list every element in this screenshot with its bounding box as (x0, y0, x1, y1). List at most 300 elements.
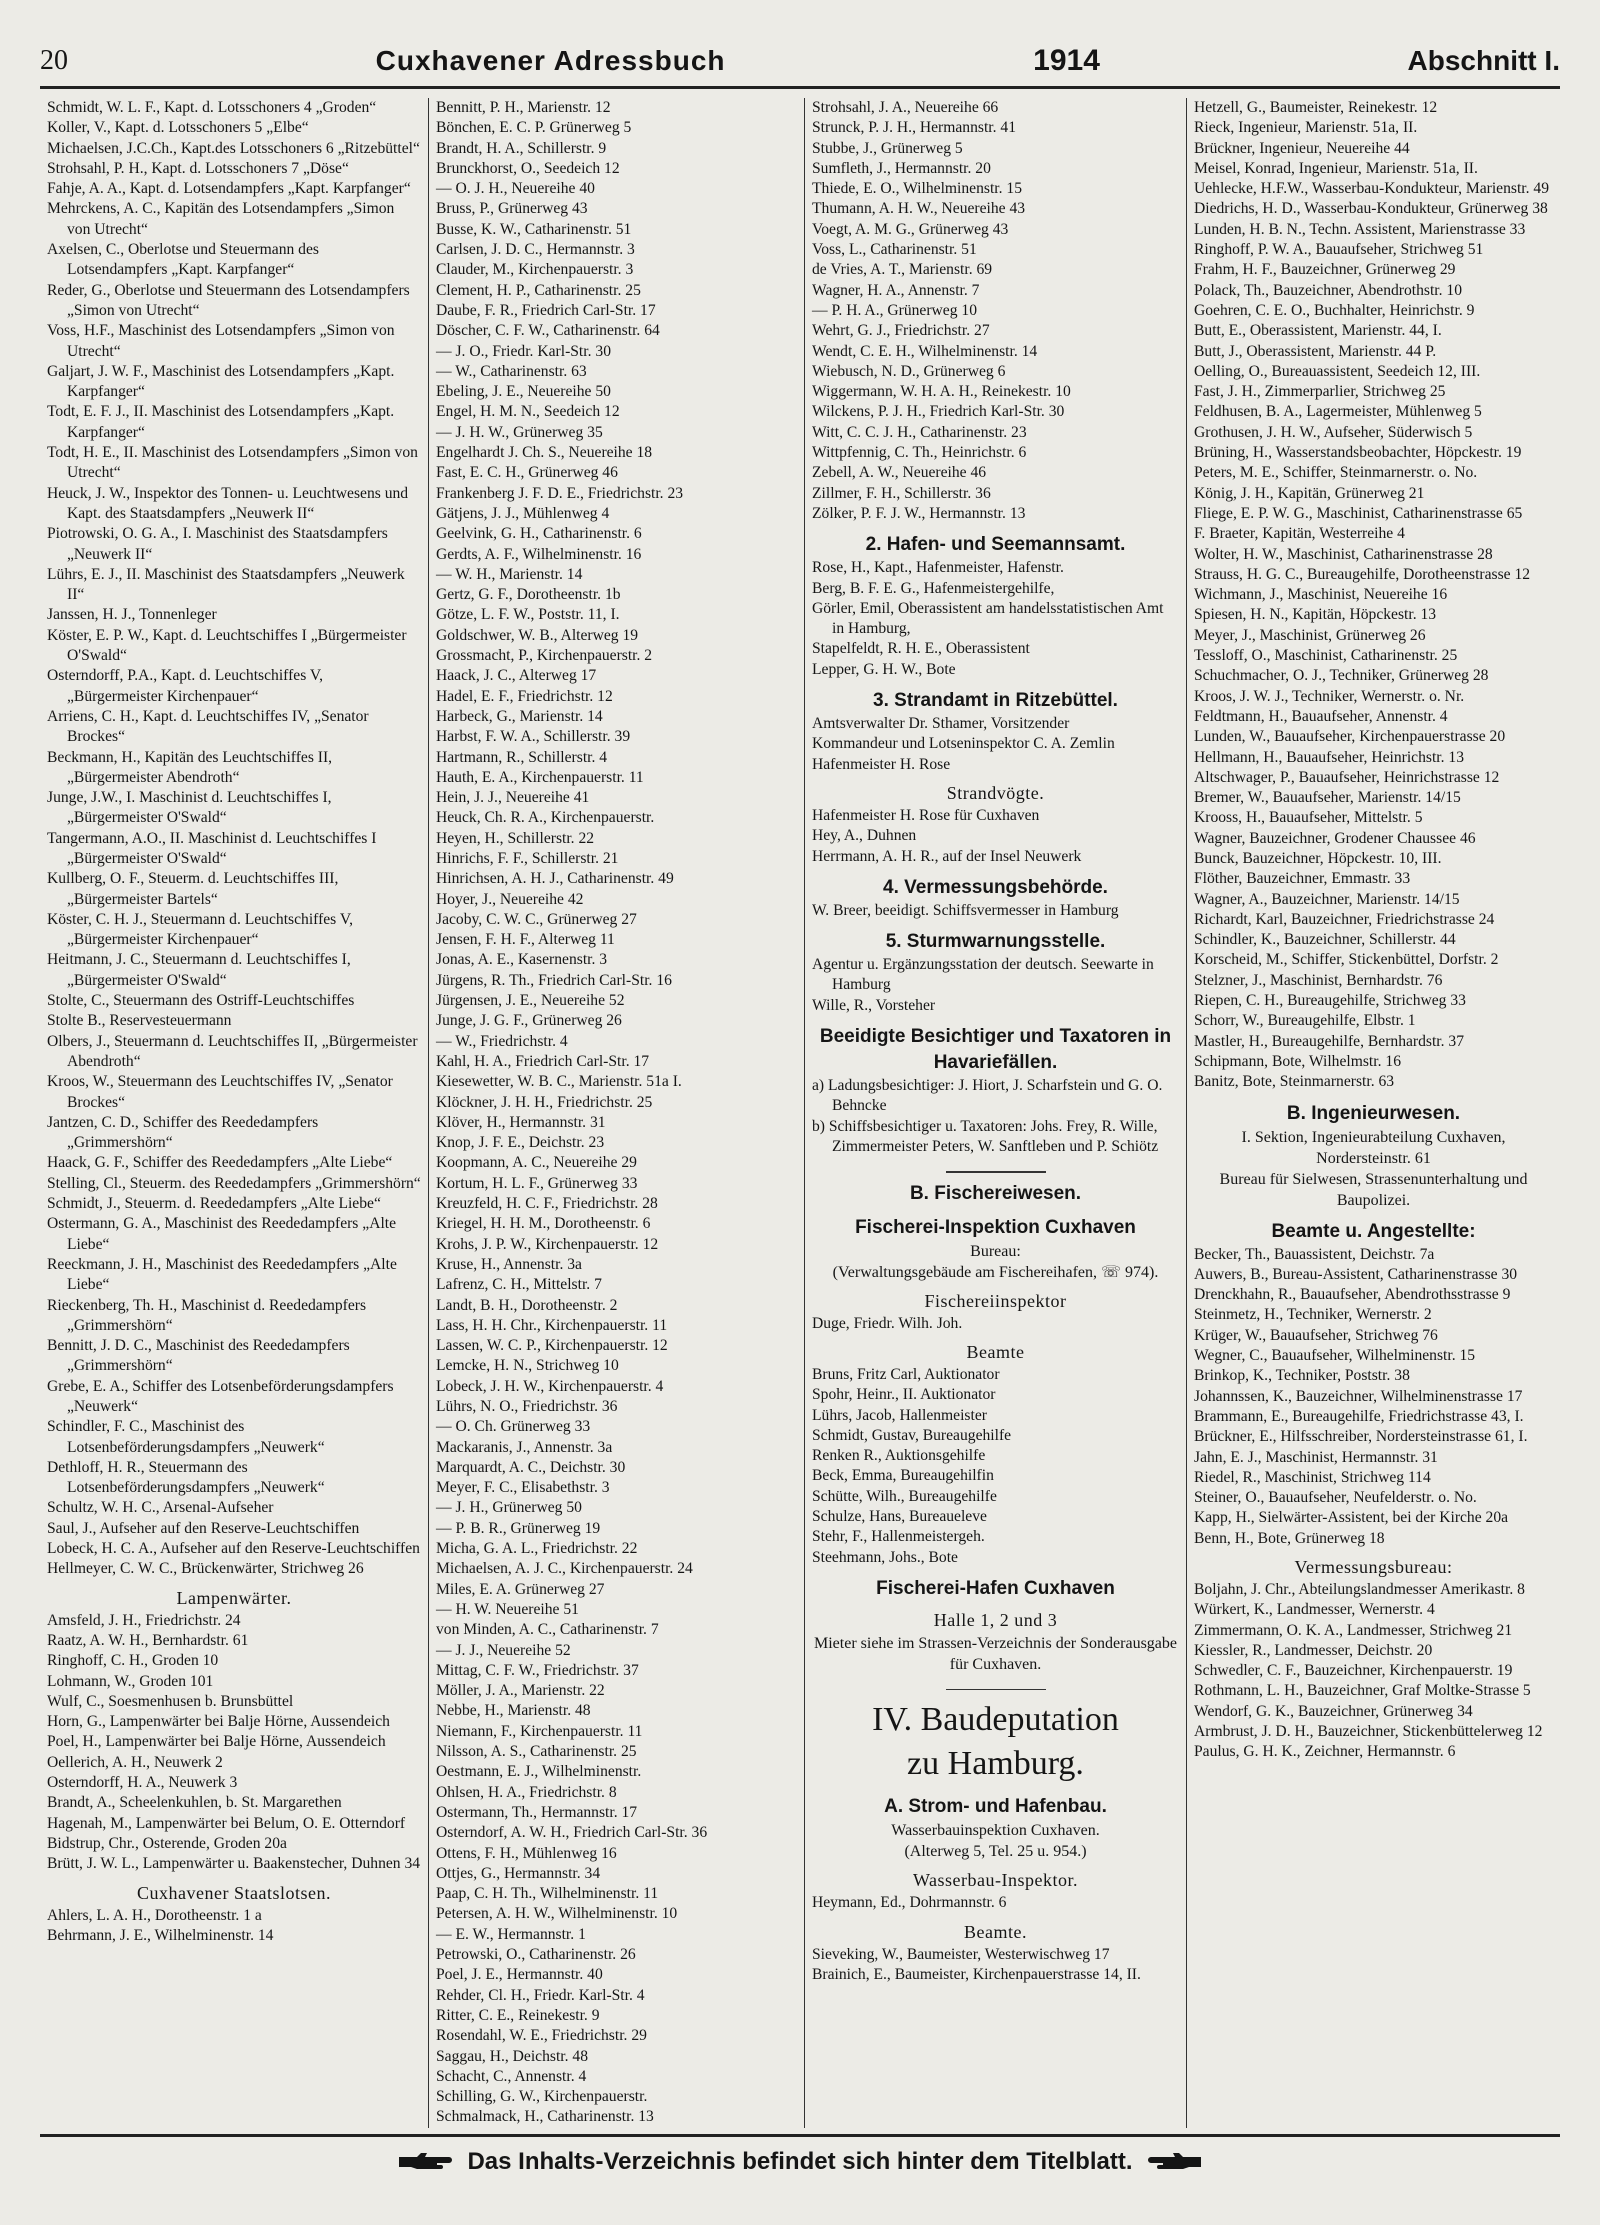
directory-entry: Ohlsen, H. A., Friedrichstr. 8 (436, 1783, 617, 1801)
directory-entry: Brammann, E., Bureaugehilfe, Friedrichstrasse 43, I. (1194, 1407, 1524, 1425)
directory-entry: Gätjens, J. J., Mühlenweg 4 (436, 504, 610, 522)
directory-entry: F. Braeter, Kapitän, Westerreihe 4 (1194, 525, 1405, 543)
subsection-heading: Halle 1, 2 und 3 (933, 1609, 1058, 1630)
directory-entry: Micha, G. A. L., Friedrichstr. 22 (436, 1540, 638, 1558)
columns (40, 98, 1560, 2128)
directory-entry: Voss, H.F., Maschinist des Lotsendampfers „Simon von Utrecht“ (47, 322, 395, 360)
directory-entry: Grebe, E. A., Schiffer des Lotsenbeförderungsdampfers „Neuwerk“ (47, 1377, 394, 1415)
directory-entry: — E. W., Hermannstr. 1 (436, 1925, 586, 1943)
directory-entry: Wagner, Bauzeichner, Grodener Chaussee 46 (1194, 829, 1476, 847)
section-heading: 4. Vermessungsbehörde. (883, 876, 1108, 898)
directory-entry: Zimmermann, O. K. A., Landmesser, Strichweg 21 (1194, 1621, 1513, 1639)
directory-entry: Lunden, W., Bauaufseher, Kirchenpauerstrasse 20 (1194, 728, 1506, 746)
directory-entry: Jantzen, C. D., Schiffer des Reededampfers „Grimmershörn“ (47, 1113, 319, 1152)
directory-entry: Schulze, Hans, Bureaueleve (812, 1508, 987, 1526)
section-heading: Fischerei-Inspektion Cuxhaven (855, 1216, 1136, 1238)
directory-entry: Lührs, Jacob, Hallenmeister (812, 1406, 987, 1424)
directory-entry: — J. O., Friedr. Karl-Str. 30 (436, 342, 611, 360)
book-year: 1914 (1033, 44, 1100, 77)
directory-entry: Koopmann, A. C., Neuereihe 29 (436, 1154, 637, 1172)
directory-entry: Jürgens, R. Th., Friedrich Carl-Str. 16 (436, 971, 672, 989)
directory-entry: Görler, Emil, Oberassistent am handelsstatistischen Amt in Hamburg, (812, 599, 1164, 638)
directory-entry: Mackaranis, J., Annenstr. 3a (436, 1438, 613, 1456)
directory-entry: Haack, J. C., Alterweg 17 (436, 667, 597, 685)
directory-entry: Krohs, J. P. W., Kirchenpauerstr. 12 (436, 1235, 659, 1253)
directory-entry: Lassen, W. C. P., Kirchenpauerstr. 12 (436, 1337, 668, 1355)
directory-entry: Renken R., Auktionsgehilfe (812, 1447, 986, 1465)
section-heading: B. Fischereiwesen. (909, 1182, 1082, 1204)
department-title: IV. Baudeputation (872, 1701, 1119, 1739)
directory-entry: Ostermann, G. A., Maschinist des Reededampfers „Alte Liebe“ (47, 1215, 397, 1253)
column-2 (428, 98, 804, 2128)
directory-entry: Schindler, F. C., Maschinist des Lotsenbeförderungsdampfers „Neuwerk“ (47, 1418, 325, 1456)
directory-entry: Paap, C. H. Th., Wilhelminenstr. 11 (436, 1885, 659, 1903)
directory-entry: Reeckmann, J. H., Maschinist des Reededampfers „Alte Liebe“ (47, 1255, 397, 1294)
section-heading: 3. Strandamt in Ritzebüttel. (873, 690, 1118, 712)
directory-entry: Todt, H. E., II. Maschinist des Lotsendampfers „Simon von Utrecht“ (47, 444, 418, 482)
directory-entry: Brainich, E., Baumeister, Kirchenpauerstrasse 14, II. (812, 1966, 1141, 1984)
directory-entry: Osterndorff, P.A., Kapt. d. Leuchtschiffes V, „Bürgermeister Kirchenpauer“ (47, 667, 324, 705)
directory-entry: Galjart, J. W. F., Maschinist des Lotsendampfers „Kapt. Karpfanger“ (47, 362, 395, 401)
directory-entry: Strunck, P. J. H., Hermannstr. 41 (812, 119, 1017, 137)
directory-entry: Spohr, Heinr., II. Auktionator (812, 1386, 996, 1404)
directory-entry: de Vries, A. T., Marienstr. 69 (812, 261, 993, 279)
directory-entry: Heymann, Ed., Dohrmannstr. 6 (812, 1894, 1007, 1912)
directory-entry: Meisel, Konrad, Ingenieur, Marienstr. 51a, II. (1194, 159, 1478, 177)
directory-entry: Brütt, J. W. L., Lampenwärter u. Baakenstecher, Duhnen 34 (47, 1855, 421, 1873)
directory-entry: Behrmann, J. E., Wilhelminenstr. 14 (47, 1926, 274, 1944)
directory-entry: Drenckhahn, R., Bauaufseher, Abendrothsstrasse 9 (1194, 1286, 1511, 1304)
directory-entry: W. Breer, beeidigt. Schiffsvermesser in Hamburg (812, 901, 1119, 919)
directory-entry: Mehrckens, A. C., Kapitän des Lotsendampfers „Simon von Utrecht“ (47, 200, 395, 238)
directory-entry: Michaelsen, A. J. C., Kirchenpauerstr. 24 (436, 1560, 693, 1578)
directory-entry: Krooss, H., Bauaufseher, Mittelstr. 5 (1194, 809, 1423, 827)
section-note: I. Sektion, Ingenieurabteilung Cuxhaven, Nordersteinstr. 61 (1241, 1128, 1506, 1167)
directory-entry: Mastler, H., Bureaugehilfe, Bernhardstr. 37 (1194, 1032, 1465, 1050)
directory-entry: Stelzner, J., Maschinist, Bernhardstr. 76 (1194, 971, 1443, 989)
section-heading: A. Strom- und Hafenbau. (884, 1796, 1107, 1818)
directory-entry: Sumfleth, J., Hermannstr. 20 (812, 159, 991, 177)
directory-entry: Köster, C. H. J., Steuermann d. Leuchtschiffes V, „Bürgermeister Kirchenpauer“ (47, 910, 354, 949)
directory-entry: Schmidt, W. L. F., Kapt. d. Lotsschoners 4 „Groden“ (47, 99, 377, 116)
directory-entry: Kreuzfeld, H. C. F., Friedrichstr. 28 (436, 1195, 658, 1213)
section-note: Mieter siehe im Strassen-Verzeichnis der Sonderausgabe für Cuxhaven. (814, 1634, 1177, 1673)
directory-entry: Schultz, W. H. C., Arsenal-Aufseher (47, 1499, 274, 1517)
directory-entry: Haack, G. F., Schiffer des Reededampfers „Alte Liebe“ (47, 1154, 393, 1172)
directory-entry: Lass, H. H. Chr., Kirchenpauerstr. 11 (436, 1316, 668, 1334)
page-number: 20 (40, 45, 68, 76)
directory-entry: Arriens, C. H., Kapt. d. Leuchtschiffes IV, „Senator Brockes“ (47, 707, 369, 746)
directory-entry: Wehrt, G. J., Friedrichstr. 27 (812, 322, 990, 340)
directory-entry: Sieveking, W., Baumeister, Westerwischweg 17 (812, 1945, 1110, 1963)
directory-entry: Schuchmacher, O. J., Techniker, Grünerweg 28 (1194, 667, 1489, 685)
directory-page (40, 36, 1560, 2196)
directory-entry: Stapelfeldt, R. H. E., Oberassistent (812, 640, 1030, 658)
directory-entry: Brüning, H., Wasserstandsbeobachter, Höpckestr. 19 (1194, 444, 1522, 462)
directory-entry: Diedrichs, H. D., Wasserbau-Kondukteur, Grünerweg 38 (1194, 200, 1548, 218)
directory-entry: Amsfeld, J. H., Friedrichstr. 24 (47, 1611, 241, 1629)
directory-entry: Kriegel, H. H. M., Dorotheenstr. 6 (436, 1215, 651, 1233)
directory-entry: Zebell, A. W., Neuereihe 46 (812, 464, 987, 482)
directory-entry: Clauder, M., Kirchenpauerstr. 3 (436, 261, 634, 279)
directory-entry: Wolter, H. W., Maschinist, Catharinenstrasse 28 (1194, 545, 1493, 563)
directory-entry: Benn, H., Bote, Grünerweg 18 (1194, 1529, 1385, 1547)
directory-entry: Meyer, F. C., Elisabethstr. 3 (436, 1479, 610, 1497)
directory-entry: Krüger, W., Bauaufseher, Strichweg 76 (1194, 1326, 1438, 1344)
directory-entry: Knop, J. F. E., Deichstr. 23 (436, 1134, 605, 1152)
directory-entry: Hagenah, M., Lampenwärter bei Belum, O. E. Otterndorf (47, 1814, 406, 1832)
directory-entry: Harbeck, G., Marienstr. 14 (436, 707, 603, 725)
section-heading: B. Ingenieurwesen. (1286, 1102, 1461, 1124)
directory-entry: Amtsverwalter Dr. Sthamer, Vorsitzender (812, 715, 1070, 733)
directory-entry: Peters, M. E., Schiffer, Steinmarnerstr. o. No. (1194, 464, 1478, 482)
directory-entry: Fliege, E. P. W. G., Maschinist, Catharinenstrasse 65 (1194, 504, 1523, 522)
directory-entry: Ringhoff, P. W. A., Bauaufseher, Strichweg 51 (1194, 241, 1484, 259)
directory-entry: Lunden, H. B. N., Techn. Assistent, Marienstrasse 33 (1194, 220, 1526, 238)
directory-entry: Kullberg, O. F., Steuerm. d. Leuchtschiffes III, „Bürgermeister Bartels“ (47, 870, 339, 908)
divider (946, 1689, 1046, 1691)
divider (946, 1171, 1046, 1173)
directory-entry: Thumann, A. H. W., Neuereihe 43 (812, 200, 1026, 218)
directory-entry: Boljahn, J. Chr., Abteilungslandmesser Amerikastr. 8 (1194, 1581, 1525, 1598)
directory-entry: Schmidt, Gustav, Bureaugehilfe (812, 1426, 1012, 1444)
directory-entry: Auwers, B., Bureau-Assistent, Catharinenstrasse 30 (1194, 1265, 1518, 1283)
directory-entry: Stubbe, J., Grünerweg 5 (812, 139, 963, 157)
directory-entry: Ostermann, Th., Hermannstr. 17 (436, 1803, 638, 1821)
directory-entry: — P. B. R., Grünerweg 19 (436, 1519, 601, 1537)
directory-entry: Ringhoff, C. H., Groden 10 (47, 1652, 219, 1670)
directory-entry: Marquardt, A. C., Deichstr. 30 (436, 1458, 626, 1476)
directory-entry: Jürgensen, J. E., Neuereihe 52 (436, 992, 625, 1010)
directory-entry: Strohsahl, P. H., Kapt. d. Lotsschoners 7 „Döse“ (47, 159, 349, 177)
directory-entry: Carlsen, J. D. C., Hermannstr. 3 (436, 241, 635, 259)
directory-entry: Steehmann, Johs., Bote (812, 1548, 958, 1566)
directory-entry: Grossmacht, P., Kirchenpauerstr. 2 (436, 647, 653, 665)
directory-entry: Lührs, N. O., Friedrichstr. 36 (436, 1398, 618, 1415)
directory-entry: Brinkop, K., Techniker, Poststr. 38 (1194, 1367, 1410, 1385)
directory-entry: Hellmann, H., Bauaufseher, Heinrichstr. 13 (1194, 748, 1465, 766)
directory-entry: Kahl, H. A., Friedrich Carl-Str. 17 (436, 1052, 650, 1070)
directory-entry: Junge, J.W., I. Maschinist d. Leuchtschiffes I, „Bürgermeister O'Swald“ (47, 789, 332, 827)
directory-entry: Poel, J. E., Hermannstr. 40 (436, 1966, 603, 1984)
directory-entry: Rosendahl, W. E., Friedrichstr. 29 (436, 2027, 647, 2045)
directory-entry: Bruss, P., Grünerweg 43 (436, 200, 588, 218)
directory-entry: Beck, Emma, Bureaugehilfin (812, 1467, 994, 1485)
directory-entry: Jensen, F. H. F., Alterweg 11 (436, 931, 615, 949)
footer-note: Das Inhalts-Verzeichnis befindet sich hinter dem Titelblatt. (467, 2148, 1133, 2175)
directory-entry: Wendorf, G. K., Bauzeichner, Grünerweg 34 (1194, 1702, 1473, 1720)
directory-entry: Rehder, Cl. H., Friedr. Karl-Str. 4 (436, 1986, 645, 2004)
directory-entry: Bennitt, P. H., Marienstr. 12 (436, 99, 611, 116)
directory-entry: Butt, J., Oberassistent, Marienstr. 44 P. (1194, 342, 1437, 360)
directory-entry: Brückner, E., Hilfsschreiber, Nordersteinstrasse 61, I. (1194, 1428, 1528, 1446)
directory-entry: Voss, L., Catharinenstr. 51 (812, 241, 977, 259)
directory-entry: Becker, Th., Bauassistent, Deichstr. 7a (1194, 1245, 1435, 1263)
subsection-heading: Beamte. (964, 1921, 1027, 1942)
section-heading: Fischerei-Hafen Cuxhaven (876, 1577, 1115, 1599)
directory-entry: Harbst, F. W. A., Schillerstr. 39 (436, 728, 631, 746)
directory-entry: Stehr, F., Hallenmeistergeh. (812, 1528, 985, 1546)
directory-entry: — O. J. H., Neuereihe 40 (436, 180, 595, 198)
directory-entry: Herrmann, A. H. R., auf der Insel Neuwerk (812, 847, 1082, 865)
directory-entry: Zillmer, F. H., Schillerstr. 36 (812, 484, 991, 502)
directory-entry: Lohmann, W., Groden 101 (47, 1672, 214, 1690)
directory-entry: Döscher, C. F. W., Catharinenstr. 64 (436, 322, 660, 340)
directory-entry: Feldtmann, H., Bauaufseher, Annenstr. 4 (1194, 707, 1448, 725)
directory-entry: Spiesen, H. N., Kapitän, Höpckestr. 13 (1194, 606, 1437, 624)
directory-entry: Jahn, E. J., Maschinist, Hermannstr. 31 (1194, 1448, 1438, 1466)
directory-entry: Clement, H. P., Catharinenstr. 25 (436, 281, 641, 299)
directory-entry: Kruse, H., Annenstr. 3a (436, 1255, 582, 1273)
directory-entry: — W., Friedrichstr. 4 (436, 1032, 568, 1050)
column-3 (804, 98, 1186, 2128)
directory-entry: Oellerich, A. H., Neuwerk 2 (47, 1753, 223, 1771)
section-note: Bureau: (970, 1242, 1021, 1260)
directory-entry: Busse, K. W., Catharinenstr. 51 (436, 220, 632, 238)
directory-entry: Feldhusen, B. A., Lagermeister, Mühlenweg 5 (1194, 403, 1482, 421)
directory-entry: Steiner, O., Bauaufseher, Neufelderstr. o. No. (1194, 1489, 1477, 1507)
directory-entry: Heuck, Ch. R. A., Kirchenpauerstr. (436, 809, 655, 827)
directory-entry: von Minden, A. C., Catharinenstr. 7 (436, 1621, 659, 1639)
directory-entry: Klöckner, J. H. H., Friedrichstr. 25 (436, 1093, 653, 1111)
directory-entry: Osterndorf, A. W. H., Friedrich Carl-Str. 36 (436, 1824, 708, 1842)
directory-entry: Bruns, Fritz Carl, Auktionator (812, 1365, 1000, 1383)
directory-entry: Wille, R., Vorsteher (812, 996, 936, 1014)
directory-entry: Kiesewetter, W. B. C., Marienstr. 51a I. (436, 1073, 682, 1091)
directory-entry: Ottens, F. H., Mühlenweg 16 (436, 1844, 617, 1862)
subsection-heading: Strandvögte. (946, 782, 1045, 803)
directory-entry: Klöver, H., Hermannstr. 31 (436, 1113, 606, 1131)
directory-entry: Lührs, E. J., II. Maschinist des Staatsdampfers „Neuwerk II“ (47, 565, 405, 604)
directory-entry: Gertz, G. F., Dorotheenstr. 1b (436, 586, 621, 604)
directory-entry: Wittpfennig, C. Th., Heinrichstr. 6 (812, 444, 1027, 462)
directory-entry: Richardt, Karl, Bauzeichner, Friedrichstrasse 24 (1194, 910, 1495, 928)
directory-entry: Schütte, Wilh., Bureaugehilfe (812, 1487, 997, 1505)
directory-entry: Hafenmeister H. Rose (812, 755, 951, 773)
directory-entry: Altschwager, P., Bauaufseher, Heinrichstrasse 12 (1194, 768, 1500, 786)
directory-entry: Landt, B. H., Dorotheenstr. 2 (436, 1296, 618, 1314)
directory-entry: Dethloff, H. R., Steuermann des Lotsenbeförderungsdampfers „Neuwerk“ (47, 1458, 325, 1497)
directory-entry: Polack, Th., Bauzeichner, Abendrothstr. 10 (1194, 281, 1463, 299)
directory-entry: Gerdts, A. F., Wilhelminenstr. 16 (436, 545, 642, 563)
directory-entry: Schmalmack, H., Catharinenstr. 13 (436, 2108, 654, 2126)
directory-entry: Heyen, H., Schillerstr. 22 (436, 829, 595, 847)
directory-entry: Hetzell, G., Baumeister, Reinekestr. 12 (1194, 99, 1438, 116)
directory-entry: b) Schiffsbesichtiger u. Taxatoren: Johs. Frey, R. Wille, Zimmermeister Peters, W. Sanftleben und P. Schiötz (812, 1117, 1159, 1155)
directory-entry: Nilsson, A. S., Catharinenstr. 25 (436, 1743, 637, 1761)
directory-entry: Stelling, Cl., Steuerm. des Reededampfers „Grimmershörn“ (47, 1174, 421, 1192)
directory-entry: Lobeck, J. H. W., Kirchenpauerstr. 4 (436, 1377, 664, 1395)
directory-entry: Witt, C. C. J. H., Catharinenstr. 23 (812, 423, 1027, 441)
directory-entry: Engelhardt J. Ch. S., Neuereihe 18 (436, 444, 653, 462)
directory-entry: Tangermann, A.O., II. Maschinist d. Leuchtschiffes I „Bürgermeister O'Swald“ (47, 829, 377, 867)
directory-entry: Tessloff, O., Maschinist, Catharinenstr. 25 (1194, 647, 1458, 665)
directory-entry: Götze, L. F. W., Poststr. 11, I. (436, 606, 620, 624)
directory-entry: Strohsahl, J. A., Neuereihe 66 (812, 99, 999, 116)
section-note: Bureau für Sielwesen, Strassenunterhaltung und Baupolizei. (1219, 1170, 1528, 1209)
directory-entry: Fahje, A. A., Kapt. d. Lotsendampfers „Kapt. Karpfanger“ (47, 180, 411, 198)
column-4 (1186, 98, 1560, 2128)
directory-entry: König, J. H., Kapitän, Grünerweg 21 (1194, 484, 1425, 502)
directory-entry: Bremer, W., Bauaufseher, Marienstr. 14/15 (1194, 789, 1461, 807)
directory-entry: Steinmetz, H., Techniker, Wernerstr. 2 (1194, 1306, 1432, 1324)
directory-entry: Koller, V., Kapt. d. Lotsschoners 5 „Elbe“ (47, 119, 309, 137)
directory-entry: Ritter, C. E., Reinekestr. 9 (436, 2006, 600, 2024)
section-heading: 2. Hafen- und Seemannsamt. (865, 534, 1126, 556)
section-label: Abschnitt I. (1407, 45, 1560, 76)
directory-entry: Goehren, C. E. O., Buchhalter, Heinrichstr. 9 (1194, 301, 1475, 319)
subsection-heading: Beamte (966, 1341, 1025, 1362)
directory-entry: Frahm, H. F., Bauzeichner, Grünerweg 29 (1194, 261, 1456, 279)
directory-entry: — P. H. A., Grünerweg 10 (812, 301, 978, 319)
directory-entry: Armbrust, J. D. H., Bauzeichner, Stickenbüttelerweg 12 (1194, 1723, 1543, 1741)
directory-entry: Banitz, Bote, Steinmarnerstr. 63 (1194, 1073, 1395, 1091)
directory-entry: Junge, J. G. F., Grünerweg 26 (436, 1012, 622, 1030)
directory-entry: Kommandeur und Lotseninspektor C. A. Zemlin (812, 735, 1115, 753)
directory-entry: Fast, J. H., Zimmerparlier, Strichweg 25 (1194, 383, 1446, 401)
subsection-heading: Wasserbau-Inspektor. (912, 1870, 1078, 1891)
directory-entry: Bennitt, J. D. C., Maschinist des Reededampfers „Grimmershörn“ (47, 1337, 350, 1375)
directory-entry: Hinrichs, F. F., Schillerstr. 21 (436, 849, 619, 867)
directory-entry: a) Ladungsbesichtiger: J. Hiort, J. Scharfstein und G. O. Behncke (812, 1076, 1163, 1115)
directory-entry: Wendt, C. E. H., Wilhelminenstr. 14 (812, 342, 1038, 360)
directory-entry: Schorr, W., Bureaugehilfe, Elbstr. 1 (1194, 1012, 1416, 1030)
directory-entry: Schilling, G. W., Kirchenpauerstr. (436, 2088, 648, 2106)
directory-entry: Riedel, R., Maschinist, Strichweg 114 (1194, 1468, 1431, 1486)
directory-entry: Petersen, A. H. W., Wilhelminenstr. 10 (436, 1905, 678, 1923)
directory-entry: Hellmeyer, C. W. C., Brückenwärter, Strichweg 26 (47, 1560, 364, 1578)
directory-entry: Ahlers, L. A. H., Dorotheenstr. 1 a (47, 1906, 262, 1924)
directory-entry: — O. Ch. Grünerweg 33 (436, 1418, 591, 1436)
directory-entry: Mittag, C. F. W., Friedrichstr. 37 (436, 1661, 639, 1679)
directory-entry: Kroos, J. W. J., Techniker, Wernerstr. o. Nr. (1194, 687, 1465, 705)
directory-entry: Niemann, F., Kirchenpauerstr. 11 (436, 1722, 643, 1740)
directory-entry: Heuck, J. W., Inspektor des Tonnen- u. Leuchtwesens und Kapt. des Staatsdampfers „Neuwerk II“ (47, 484, 409, 522)
pointing-hand-right-icon (397, 2151, 453, 2173)
directory-entry: Ottjes, G., Hermannstr. 34 (436, 1864, 601, 1882)
directory-entry: Fast, E. C. H., Grünerweg 46 (436, 464, 618, 482)
directory-entry: Wichmann, J., Maschinist, Neuereihe 16 (1194, 586, 1448, 604)
section-note: (Alterweg 5, Tel. 25 u. 954.) (904, 1843, 1087, 1861)
directory-entry: Oelling, O., Bureauassistent, Seedeich 12, III. (1194, 362, 1481, 380)
directory-entry: Butt, E., Oberassistent, Marienstr. 44, I. (1194, 322, 1442, 340)
directory-entry: — J. H., Grünerweg 50 (436, 1499, 582, 1517)
directory-entry: Petrowski, O., Catharinenstr. 26 (436, 1946, 636, 1964)
directory-entry: Stolte, C., Steuermann des Ostriff-Leuchtschiffes (47, 992, 355, 1010)
book-title: Cuxhavener Adressbuch (375, 45, 726, 76)
directory-entry: — J. H. W., Grünerweg 35 (436, 423, 603, 441)
directory-entry: Wegner, C., Bauaufseher, Wilhelminenstr. 15 (1194, 1347, 1476, 1365)
directory-entry: Lepper, G. H. W., Bote (812, 660, 956, 678)
directory-entry: Schipmann, Bote, Wilhelmstr. 16 (1194, 1052, 1401, 1070)
directory-entry: Hauth, E. A., Kirchenpauerstr. 11 (436, 768, 644, 786)
directory-entry: Lemcke, H. N., Strichweg 10 (436, 1357, 619, 1375)
directory-entry: Rieck, Ingenieur, Marienstr. 51a, II. (1194, 119, 1418, 137)
directory-entry: Hoyer, J., Neuereihe 42 (436, 890, 584, 908)
directory-entry: Wagner, A., Bauzeichner, Marienstr. 14/15 (1194, 890, 1460, 908)
section-heading: Beeidigte Besichtiger und Taxatoren in Havariefällen. (819, 1025, 1172, 1073)
subsection-heading: Lampenwärter. (176, 1587, 292, 1608)
directory-entry: Jacoby, C. W. C., Grünerweg 27 (436, 910, 637, 928)
directory-entry: Johannssen, K., Bauzeichner, Wilhelminenstrasse 17 (1194, 1387, 1523, 1405)
directory-entry: Schmidt, J., Steuerm. d. Reededampfers „Alte Liebe“ (47, 1195, 381, 1213)
directory-entry: Wilckens, P. J. H., Friedrich Karl-Str. 30 (812, 403, 1065, 421)
directory-entry: Horn, G., Lampenwärter bei Balje Hörne, Aussendeich (47, 1713, 390, 1731)
directory-entry: Möller, J. A., Marienstr. 22 (436, 1682, 605, 1700)
directory-entry: — H. W. Neuereihe 51 (436, 1600, 579, 1618)
directory-entry: Kiessler, R., Landmesser, Deichstr. 20 (1194, 1641, 1433, 1659)
subsection-heading: Vermessungsbureau: (1294, 1557, 1453, 1577)
directory-entry: — W. H., Marienstr. 14 (436, 565, 583, 583)
section-note: (Verwaltungsgebäude am Fischereihafen, ☏ 974). (832, 1263, 1159, 1281)
directory-entry: Rieckenberg, Th. H., Maschinist d. Reededampfers „Grimmershörn“ (47, 1296, 367, 1334)
section-heading: 5. Sturmwarnungsstelle. (885, 931, 1106, 953)
directory-entry: Riepen, C. H., Bureaugehilfe, Strichweg 33 (1194, 992, 1466, 1010)
directory-entry: Wiggermann, W. H. A. H., Reinekestr. 10 (812, 383, 1071, 401)
directory-entry: Axelsen, C., Oberlotse und Steuermann des Lotsendampfers „Kapt. Karpfanger“ (47, 241, 319, 279)
subsection-heading: Fischereiinspektor (924, 1290, 1067, 1311)
directory-entry: Schwedler, C. F., Bauzeichner, Kirchenpauerstr. 19 (1194, 1662, 1513, 1680)
directory-entry: Zölker, P. F. J. W., Hermannstr. 13 (812, 504, 1026, 522)
section-heading: Beamte u. Angestellte: (1271, 1220, 1476, 1242)
directory-entry: Miles, E. A. Grünerweg 27 (436, 1580, 605, 1598)
subsection-heading: Cuxhavener Staatslotsen. (137, 1882, 331, 1903)
directory-entry: Lobeck, H. C. A., Aufseher auf den Reserve-Leuchtschiffen (47, 1540, 420, 1558)
directory-entry: Uehlecke, H.F.W., Wasserbau-Kondukteur, Marienstr. 49 (1194, 180, 1550, 198)
directory-entry: Todt, E. F. J., II. Maschinist des Lotsendampfers „Kapt. Karpfanger“ (47, 403, 395, 441)
directory-entry: Bidstrup, Chr., Osterende, Groden 20a (47, 1834, 287, 1852)
directory-entry: Strauss, H. G. C., Bureaugehilfe, Dorotheenstrasse 12 (1194, 565, 1531, 583)
directory-entry: Wiebusch, N. D., Grünerweg 6 (812, 362, 1006, 380)
directory-entry: Brandt, H. A., Schillerstr. 9 (436, 139, 607, 157)
page-footer (40, 2134, 1560, 2187)
directory-entry: Piotrowski, O. G. A., I. Maschinist des Staatsdampfers „Neuwerk II“ (47, 525, 388, 563)
directory-entry: Heitmann, J. C., Steuermann d. Leuchtschiffes I, „Bürgermeister O'Swald“ (47, 951, 351, 989)
directory-entry: Paulus, G. H. K., Zeichner, Hermannstr. 6 (1194, 1743, 1456, 1761)
directory-entry: Hey, A., Duhnen (812, 827, 917, 845)
directory-entry: Kroos, W., Steuermann des Leuchtschiffes IV, „Senator Brockes“ (47, 1073, 393, 1111)
directory-entry: Hartmann, R., Schillerstr. 4 (436, 748, 608, 766)
directory-entry: Ebeling, J. E., Neuereihe 50 (436, 383, 611, 401)
directory-entry: Saul, J., Aufseher auf den Reserve-Leuchtschiffen (47, 1519, 360, 1537)
directory-entry: Rose, H., Kapt., Hafenmeister, Hafenstr. (812, 559, 1064, 577)
directory-entry: Hinrichsen, A. H. J., Catharinenstr. 49 (436, 870, 674, 888)
directory-entry: Engel, H. M. N., Seedeich 12 (436, 403, 620, 421)
directory-entry: Grothusen, J. H. W., Aufseher, Süderwisch 5 (1194, 423, 1473, 441)
directory-entry: Brandt, A., Scheelenkuhlen, b. St. Margarethen (47, 1794, 342, 1812)
directory-entry: Reder, G., Oberlotse und Steuermann des Lotsendampfers „Simon von Utrecht“ (47, 281, 410, 319)
directory-entry: Duge, Friedr. Wilh. Joh. (812, 1314, 963, 1332)
column-1 (40, 98, 428, 2128)
directory-entry: Poel, H., Lampenwärter bei Balje Hörne, Aussendeich (47, 1733, 386, 1751)
directory-entry: Hafenmeister H. Rose für Cuxhaven (812, 806, 1040, 824)
directory-entry: Wulf, C., Soesmenhusen b. Brunsbüttel (47, 1692, 294, 1710)
directory-entry: Raatz, A. W. H., Bernhardstr. 61 (47, 1631, 249, 1649)
directory-entry: Agentur u. Ergänzungsstation der deutsch. Seewarte in Hamburg (812, 956, 1154, 994)
directory-entry: Michaelsen, J.C.Ch., Kapt.des Lotsschoners 6 „Ritzebüttel“ (47, 139, 420, 157)
directory-entry: Jonas, A. E., Kasernenstr. 3 (436, 951, 608, 969)
directory-entry: Nebbe, H., Marienstr. 48 (436, 1702, 591, 1720)
directory-entry: — J. J., Neuereihe 52 (436, 1641, 571, 1659)
directory-entry: Flöther, Bauzeichner, Emmastr. 33 (1194, 870, 1411, 888)
directory-entry: Meyer, J., Maschinist, Grünerweg 26 (1194, 626, 1426, 644)
directory-entry: Brückner, Ingenieur, Neuereihe 44 (1194, 139, 1410, 157)
directory-entry: Thiede, E. O., Wilhelminenstr. 15 (812, 180, 1022, 198)
directory-entry: Lafrenz, C. H., Mittelstr. 7 (436, 1276, 602, 1294)
directory-entry: Frankenberg J. F. D. E., Friedrichstr. 23 (436, 484, 684, 502)
page-header (40, 36, 1560, 89)
directory-entry: Osterndorff, H. A., Neuwerk 3 (47, 1774, 238, 1792)
